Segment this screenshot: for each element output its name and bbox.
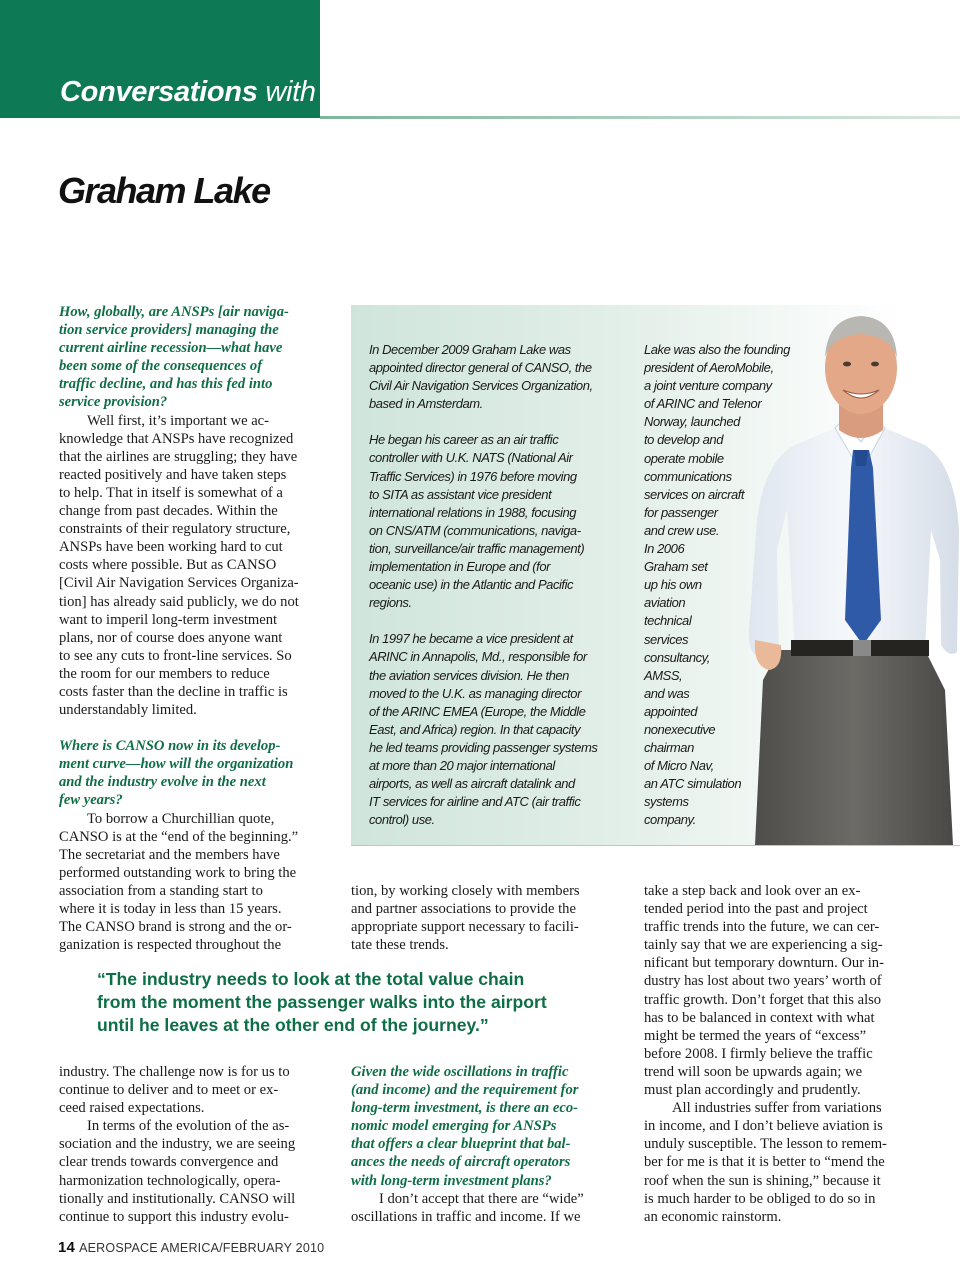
- text-line: unduly susceptible. The lesson to remem-: [644, 1136, 887, 1153]
- answer-2: [59, 810, 315, 955]
- text-line: must plan accordingly and prudently.: [644, 1082, 861, 1099]
- text-line: technical: [644, 613, 692, 629]
- text-line: and was: [644, 685, 690, 701]
- text-line: a joint venture company: [644, 378, 772, 394]
- text-line: to help. That in itself is somewhat of a: [59, 484, 283, 501]
- text-line: All industries suffer from variations: [672, 1100, 882, 1117]
- text-line: international relations in 1988, focusing: [369, 504, 577, 520]
- text-line: performed outstanding work to bring the: [59, 864, 297, 881]
- text-line: ber for me is that it is better to “mend the: [644, 1154, 885, 1171]
- text-line: In 1997 he became a vice president at: [369, 631, 573, 647]
- text-line: Civil Air Navigation Services Organization,: [369, 378, 593, 394]
- text-line: company.: [644, 812, 696, 828]
- text-line: Well first, it’s important we ac-: [87, 412, 270, 429]
- bio-paragraph: [369, 431, 619, 612]
- text-line: I don’t accept that there are “wide”: [379, 1190, 584, 1207]
- text-line: until he leaves at the other end of the journey.”: [97, 1015, 489, 1035]
- text-line: appropriate support necessary to facili-: [351, 919, 579, 936]
- text-line: traffic trends into the future, we can cer-: [644, 919, 880, 936]
- text-line: association from a standing start to: [59, 882, 263, 899]
- text-line: on CNS/ATM (communications, naviga-: [369, 522, 581, 538]
- text-line: In December 2009 Graham Lake was: [369, 342, 571, 357]
- text-line: want to imperil long-term investment: [59, 611, 278, 628]
- text-line: sociation and the industry, we are seeing: [59, 1136, 296, 1153]
- answer-2-continued: [351, 882, 607, 954]
- text-line: In 2006: [644, 541, 685, 557]
- text-line: with long-term investment plans?: [351, 1172, 552, 1189]
- text-line: costs faster than the decline in traffic is: [59, 683, 288, 700]
- text-line: the aviation services division. He then: [369, 667, 569, 683]
- question-2: [59, 737, 315, 809]
- portrait-photo: [735, 300, 960, 845]
- text-line: IT services for airline and ATC (air traffic: [369, 794, 581, 810]
- page-number: 14: [58, 1239, 76, 1256]
- text-line: chairman: [644, 740, 694, 756]
- answer-3: [351, 1190, 607, 1226]
- column-1-bottom: [59, 1063, 315, 1226]
- answer-1: [59, 412, 315, 720]
- text-line: service provision?: [59, 394, 168, 411]
- text-line: appointed director general of CANSO, the: [369, 360, 592, 376]
- text-line: services on aircraft: [644, 486, 745, 502]
- text-line: tion, surveillance/air traffic management): [369, 540, 585, 556]
- column-1-top: [59, 303, 315, 954]
- text-line: few years?: [59, 792, 123, 809]
- page-footer: [58, 1239, 324, 1256]
- text-line: and crew use.: [644, 522, 720, 538]
- text-line: airports, as well as aircraft datalink and: [369, 776, 575, 792]
- text-line: might be termed the years of “excess”: [644, 1027, 867, 1044]
- text-line: tion service providers] managing the: [59, 322, 279, 339]
- text-line: Lake was also the founding: [644, 342, 790, 357]
- bio-left-column: [369, 341, 619, 829]
- text-line: Where is CANSO now in its develop-: [59, 738, 281, 755]
- section-label: [60, 76, 316, 109]
- text-line: to develop and: [644, 432, 723, 448]
- text-line: consultancy,: [644, 649, 710, 665]
- page-title: Graham Lake: [58, 170, 270, 211]
- text-line: of the ARINC EMEA (Europe, the Middle: [369, 703, 586, 719]
- text-line: operate mobile: [644, 450, 724, 466]
- text-line: clear trends towards convergence and: [59, 1154, 279, 1171]
- text-line: systems: [644, 794, 689, 810]
- text-line: communications: [644, 468, 732, 484]
- publication-name: AEROSPACE AMERICA/FEBRUARY 2010: [79, 1241, 325, 1255]
- text-line: ANSPs have been working hard to cut: [59, 539, 283, 556]
- text-line: the room for our members to reduce: [59, 665, 270, 682]
- text-line: to see any cuts to front-line services. So: [59, 647, 292, 664]
- text-line: tended period into the past and project: [644, 901, 868, 918]
- text-line: long-term investment, is there an eco-: [351, 1100, 579, 1117]
- text-line: at more than 20 major international: [369, 757, 555, 773]
- text-line: moved to the U.K. as managing director: [369, 685, 581, 701]
- text-line: has to be balanced in context with what: [644, 1009, 875, 1026]
- text-line: that offers a clear blueprint that bal-: [351, 1136, 571, 1153]
- text-line: nomic model emerging for ANSPs: [351, 1118, 557, 1135]
- text-line: (and income) and the requirement for: [351, 1082, 579, 1099]
- text-line: ceed raised expectations.: [59, 1100, 205, 1117]
- text-line: plans, nor of course does anyone want: [59, 629, 283, 646]
- text-line: president of AeroMobile,: [644, 360, 774, 376]
- bio-paragraph: [369, 630, 619, 829]
- text-line: roof when the sun is shining,” because it: [644, 1172, 881, 1189]
- text-line: reacted positively and have taken steps: [59, 466, 287, 483]
- text-line: from the moment the passenger walks into the airport: [97, 992, 547, 1012]
- text-line: appointed: [644, 703, 698, 719]
- text-line: tion, by working closely with members: [351, 883, 580, 899]
- text-line: knowledge that ANSPs have recognized: [59, 430, 294, 447]
- column-2-top: [351, 882, 607, 954]
- text-line: oceanic use) in the Atlantic and Pacific: [369, 577, 574, 593]
- text-line: dustry has lost about two years’ worth of: [644, 973, 882, 990]
- text-line: control) use.: [369, 812, 435, 828]
- text-line: to SITA as assistant vice president: [369, 486, 552, 502]
- question-1: [59, 303, 315, 412]
- text-line: He began his career as an air traffic: [369, 432, 559, 448]
- text-line: In terms of the evolution of the as-: [87, 1118, 290, 1135]
- text-line: CANSO is at the “end of the beginning.”: [59, 828, 299, 845]
- answer-3-continued: [644, 882, 901, 1099]
- question-3: [351, 1063, 607, 1190]
- text-line: of ARINC and Telenor: [644, 396, 762, 412]
- text-line: trend will soon be upwards again; we: [644, 1063, 863, 1080]
- text-line: [Civil Air Navigation Services Organiza-: [59, 575, 299, 592]
- section-label-light: with: [265, 76, 316, 108]
- text-line: that the airlines are struggling; they have: [59, 448, 298, 465]
- text-line: and partner associations to provide the: [351, 901, 576, 918]
- text-line: where it is today in less than 15 years.: [59, 901, 282, 917]
- text-line: of Micro Nav,: [644, 758, 714, 774]
- text-line: for passenger: [644, 504, 718, 520]
- text-line: East, and Africa) region. In that capacity: [369, 721, 581, 737]
- text-line: harmonization technologically, opera-: [59, 1172, 281, 1189]
- section-label-bold: Conversations: [60, 76, 258, 108]
- text-line: costs where possible. But as CANSO: [59, 557, 277, 574]
- text-line: traffic decline, and has this fed into: [59, 376, 273, 393]
- text-line: based in Amsterdam.: [369, 396, 483, 412]
- text-line: To borrow a Churchillian quote,: [87, 810, 275, 827]
- text-line: traffic growth. Don’t forget that this also: [644, 991, 882, 1008]
- text-line: regions.: [369, 595, 412, 611]
- text-line: industry. The challenge now is for us to: [59, 1064, 290, 1080]
- text-line: before 2008. I firmly believe the traffic: [644, 1045, 873, 1062]
- text-line: continue to support this industry evolu-: [59, 1208, 289, 1225]
- text-line: and the industry evolve in the next: [59, 774, 266, 791]
- text-line: tion] has already said publicly, we do not: [59, 593, 299, 610]
- text-line: understandably limited.: [59, 702, 197, 719]
- text-line: aviation: [644, 595, 686, 611]
- answer-2-continued-bottom: [59, 1063, 315, 1117]
- text-line: ARINC in Annapolis, Md., responsible for: [369, 649, 587, 665]
- text-line: in income, and I don’t believe aviation is: [644, 1118, 883, 1135]
- text-line: ganization is respected throughout the: [59, 937, 282, 954]
- text-line: change from past decades. Within the: [59, 503, 278, 520]
- text-line: ment curve—how will the organization: [59, 756, 294, 773]
- text-line: Norway, launched: [644, 414, 740, 430]
- text-line: Given the wide oscillations in traffic: [351, 1064, 569, 1080]
- text-line: nificant but temporary downturn. Our in-: [644, 955, 884, 972]
- text-line: How, globally, are ANSPs [air naviga-: [59, 304, 289, 320]
- text-line: he led teams providing passenger systems: [369, 739, 598, 755]
- text-line: ances the needs of aircraft operators: [351, 1154, 571, 1171]
- text-line: nonexecutive: [644, 721, 716, 737]
- text-line: The CANSO brand is strong and the or-: [59, 919, 292, 936]
- text-line: been some of the consequences of: [59, 358, 263, 375]
- column-2-bottom: [351, 1063, 607, 1226]
- text-line: up his own: [644, 577, 702, 593]
- text-line: take a step back and look over an ex-: [644, 883, 861, 899]
- header-rule: [320, 116, 960, 119]
- answer-3-paragraph: [644, 1099, 901, 1226]
- text-line: The secretariat and the members have: [59, 846, 280, 863]
- answer-2-paragraph: [59, 1117, 315, 1226]
- text-line: implementation in Europe and (for: [369, 559, 550, 575]
- text-line: AMSS,: [644, 667, 683, 683]
- bio-paragraph: [369, 341, 619, 413]
- text-line: an ATC simulation: [644, 776, 742, 792]
- text-line: tainly say that we are experiencing a sig-: [644, 937, 883, 954]
- text-line: constraints of their regulatory structure,: [59, 521, 291, 538]
- text-line: an economic rainstorm.: [644, 1208, 782, 1225]
- text-line: continue to deliver and to meet or ex-: [59, 1082, 279, 1099]
- text-line: Graham set: [644, 559, 708, 575]
- pull-quote: [97, 968, 637, 1037]
- text-line: current airline recession—what have: [59, 340, 283, 357]
- text-line: “The industry needs to look at the total value chain: [97, 969, 525, 989]
- text-line: oscillations in traffic and income. If we: [351, 1208, 581, 1225]
- text-line: Traffic Services) in 1976 before moving: [369, 468, 577, 484]
- text-line: tate these trends.: [351, 937, 449, 954]
- text-line: tionally and institutionally. CANSO will: [59, 1190, 296, 1207]
- text-line: is much harder to be obliged to do so in: [644, 1190, 876, 1207]
- text-line: services: [644, 631, 689, 647]
- sidebar-rule: [351, 845, 960, 846]
- text-line: controller with U.K. NATS (National Air: [369, 450, 573, 466]
- column-3: [644, 882, 901, 1226]
